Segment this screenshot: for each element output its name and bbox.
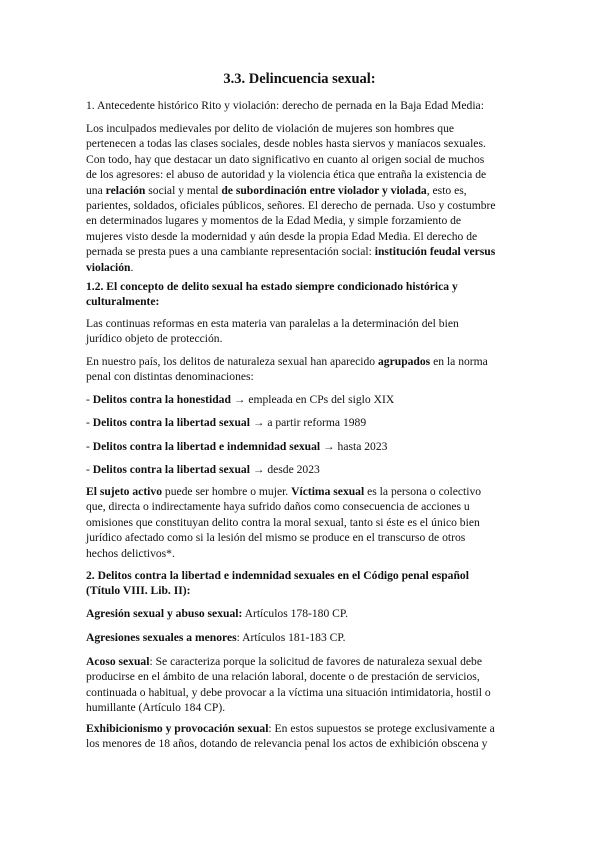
section-heading-1-2 <box>86 279 518 310</box>
text-run: : Artículos 181-183 CP. <box>236 631 346 644</box>
bold-text: institución feudal versus <box>374 245 496 259</box>
text-line <box>86 721 518 736</box>
intro-line <box>86 98 518 113</box>
text-line: omisiones que constituyan delito contra la moral sexual, tanto si éste es el único bien <box>86 515 480 529</box>
text-run: es la persona o colectivo <box>364 485 482 498</box>
text-line: parientes, soldados, oficiales públicos, señores. El derecho de pernada. Uso y costumbre <box>86 199 496 213</box>
text-line: que, directa o indirectamente haya sufrido daños como consecuencia de acciones u <box>86 500 470 514</box>
text-run: una <box>86 183 106 197</box>
text-run: : En estos supuestos se protege exclusivamente a <box>268 722 495 735</box>
text-line: penal con distintas denominaciones: <box>86 370 254 384</box>
list-dash: - <box>86 463 93 477</box>
paragraph-agresion <box>86 606 518 621</box>
text-run: Artículos 178-180 CP. <box>242 607 348 620</box>
heading-line: 2. Delitos contra la libertad e indemnidad sexuales en el Código penal español <box>86 569 469 582</box>
text-run: En nuestro país, los delitos de naturaleza sexual han aparecido <box>86 355 378 368</box>
text-line: continuada o habitual, y debe provocar a la víctima una situación intimidatoria, hostil o <box>86 685 491 699</box>
text-run: . <box>130 260 134 274</box>
text-line <box>86 183 518 198</box>
text-run: en la norma <box>430 355 488 368</box>
paragraph-agrupados <box>86 354 518 385</box>
list-item <box>86 462 518 477</box>
paragraph-pernada <box>86 121 518 275</box>
text-line <box>86 484 518 499</box>
text-line: humillante (Artículo 184 CP). <box>86 701 226 715</box>
text-run: , esto es, <box>426 183 467 197</box>
bold-text: relación <box>105 183 146 197</box>
text-line: los menores de 18 años, dotando de relevancia penal los actos de exhibición obscena y <box>86 737 488 751</box>
bold-text: Víctima sexual <box>291 485 365 498</box>
text-line <box>86 244 518 259</box>
list-item-label: Delitos contra la honestidad <box>92 393 231 406</box>
paragraph-exhibicionismo <box>86 721 518 752</box>
denominations-list <box>86 392 518 478</box>
bold-text: Acoso sexual <box>86 655 150 668</box>
text-line <box>86 354 518 369</box>
text-line <box>86 654 518 669</box>
arrow-icon: → <box>249 416 268 430</box>
text-line: Con todo, hay que destacar un dato significativo en cuanto al origen social de muchos <box>86 152 485 166</box>
text-run: pernada se presta pues a una cambiante representación social: <box>86 245 375 259</box>
page-title: 3.3. Delincuencia sexual: <box>223 71 376 87</box>
text-line <box>86 260 518 275</box>
section-heading-2 <box>86 568 518 599</box>
list-dash: - <box>86 416 93 430</box>
paragraph-acoso <box>86 654 518 716</box>
list-item <box>86 415 518 430</box>
list-item <box>86 392 518 407</box>
bold-text: El sujeto activo <box>86 485 162 498</box>
text-line: producirse en el ámbito de una relación laboral, docente o de prestación de servicios, <box>86 670 480 684</box>
list-item-text: a partir reforma 1989 <box>267 416 367 430</box>
text-line <box>86 630 518 645</box>
paragraph-sujeto <box>86 484 518 561</box>
bold-text: Agresiones sexuales a menores <box>86 631 237 644</box>
bold-text: violación <box>86 260 131 274</box>
text-line: pertenecen a todas las clases sociales, desde nobles hasta siervos y maníacos sexuales. <box>86 137 486 151</box>
list-dash: - <box>86 393 93 406</box>
bold-text: Exhibicionismo y provocación sexual <box>86 722 269 735</box>
heading-line: culturalmente: <box>86 295 160 309</box>
text-line: Los inculpados medievales por delito de violación de mujeres son hombres que <box>86 122 455 135</box>
list-item-text: hasta 2023 <box>337 439 388 453</box>
arrow-icon: → <box>320 439 338 453</box>
text-line: jurídico objeto de protección. <box>86 332 223 346</box>
heading-line: 1.2. El concepto de delito sexual ha estado siempre condicionado histórica y <box>86 280 458 293</box>
text-line: de los agresores: el abuso de autoridad y la violencia ética que entraña la existencia de <box>86 168 487 182</box>
arrow-icon: → <box>249 463 268 477</box>
text-line: mujeres visto desde la modernidad y aún desde la propia Edad Media. El derecho de <box>86 229 478 243</box>
text-run: : Se caracteriza porque la solicitud de favores de naturaleza sexual debe <box>149 655 482 668</box>
list-dash: - <box>86 439 93 453</box>
bold-text: Agresión sexual y abuso sexual: <box>86 607 243 620</box>
paragraph-reformas <box>86 316 518 347</box>
heading-line: (Título VIII. Lib. II): <box>86 584 191 598</box>
text-run: puede ser hombre o mujer. <box>162 485 292 498</box>
bold-text: de subordinación entre violador y violada <box>221 183 427 197</box>
text-line: Las continuas reformas en esta materia van paralelas a la determinación del bien <box>86 317 459 330</box>
text-run: social y mental <box>145 183 222 197</box>
list-item-text: empleada en CPs del siglo XIX <box>248 393 395 406</box>
text-line: hechos delictivos*. <box>86 546 175 560</box>
text-line: en determinados lugares y momentos de la Edad Media, y simple forzamiento de <box>86 214 462 228</box>
list-item-text: desde 2023 <box>267 463 320 477</box>
list-item-label: Delitos contra la libertad sexual <box>92 463 250 477</box>
text-line <box>86 606 518 621</box>
list-item <box>86 439 518 454</box>
list-item-label: Delitos contra la libertad e indemnidad sexual <box>92 439 321 453</box>
paragraph-menores <box>86 630 518 645</box>
list-item-label: Delitos contra la libertad sexual <box>92 416 250 430</box>
bold-text: agrupados <box>378 355 431 368</box>
text-line: jurídico afectado como si la lesión del mismo se produce en el transcurso de otros <box>86 531 466 545</box>
arrow-icon: → <box>230 393 249 406</box>
intro-text: 1. Antecedente histórico Rito y violación: derecho de pernada en la Baja Edad Media: <box>86 99 484 112</box>
